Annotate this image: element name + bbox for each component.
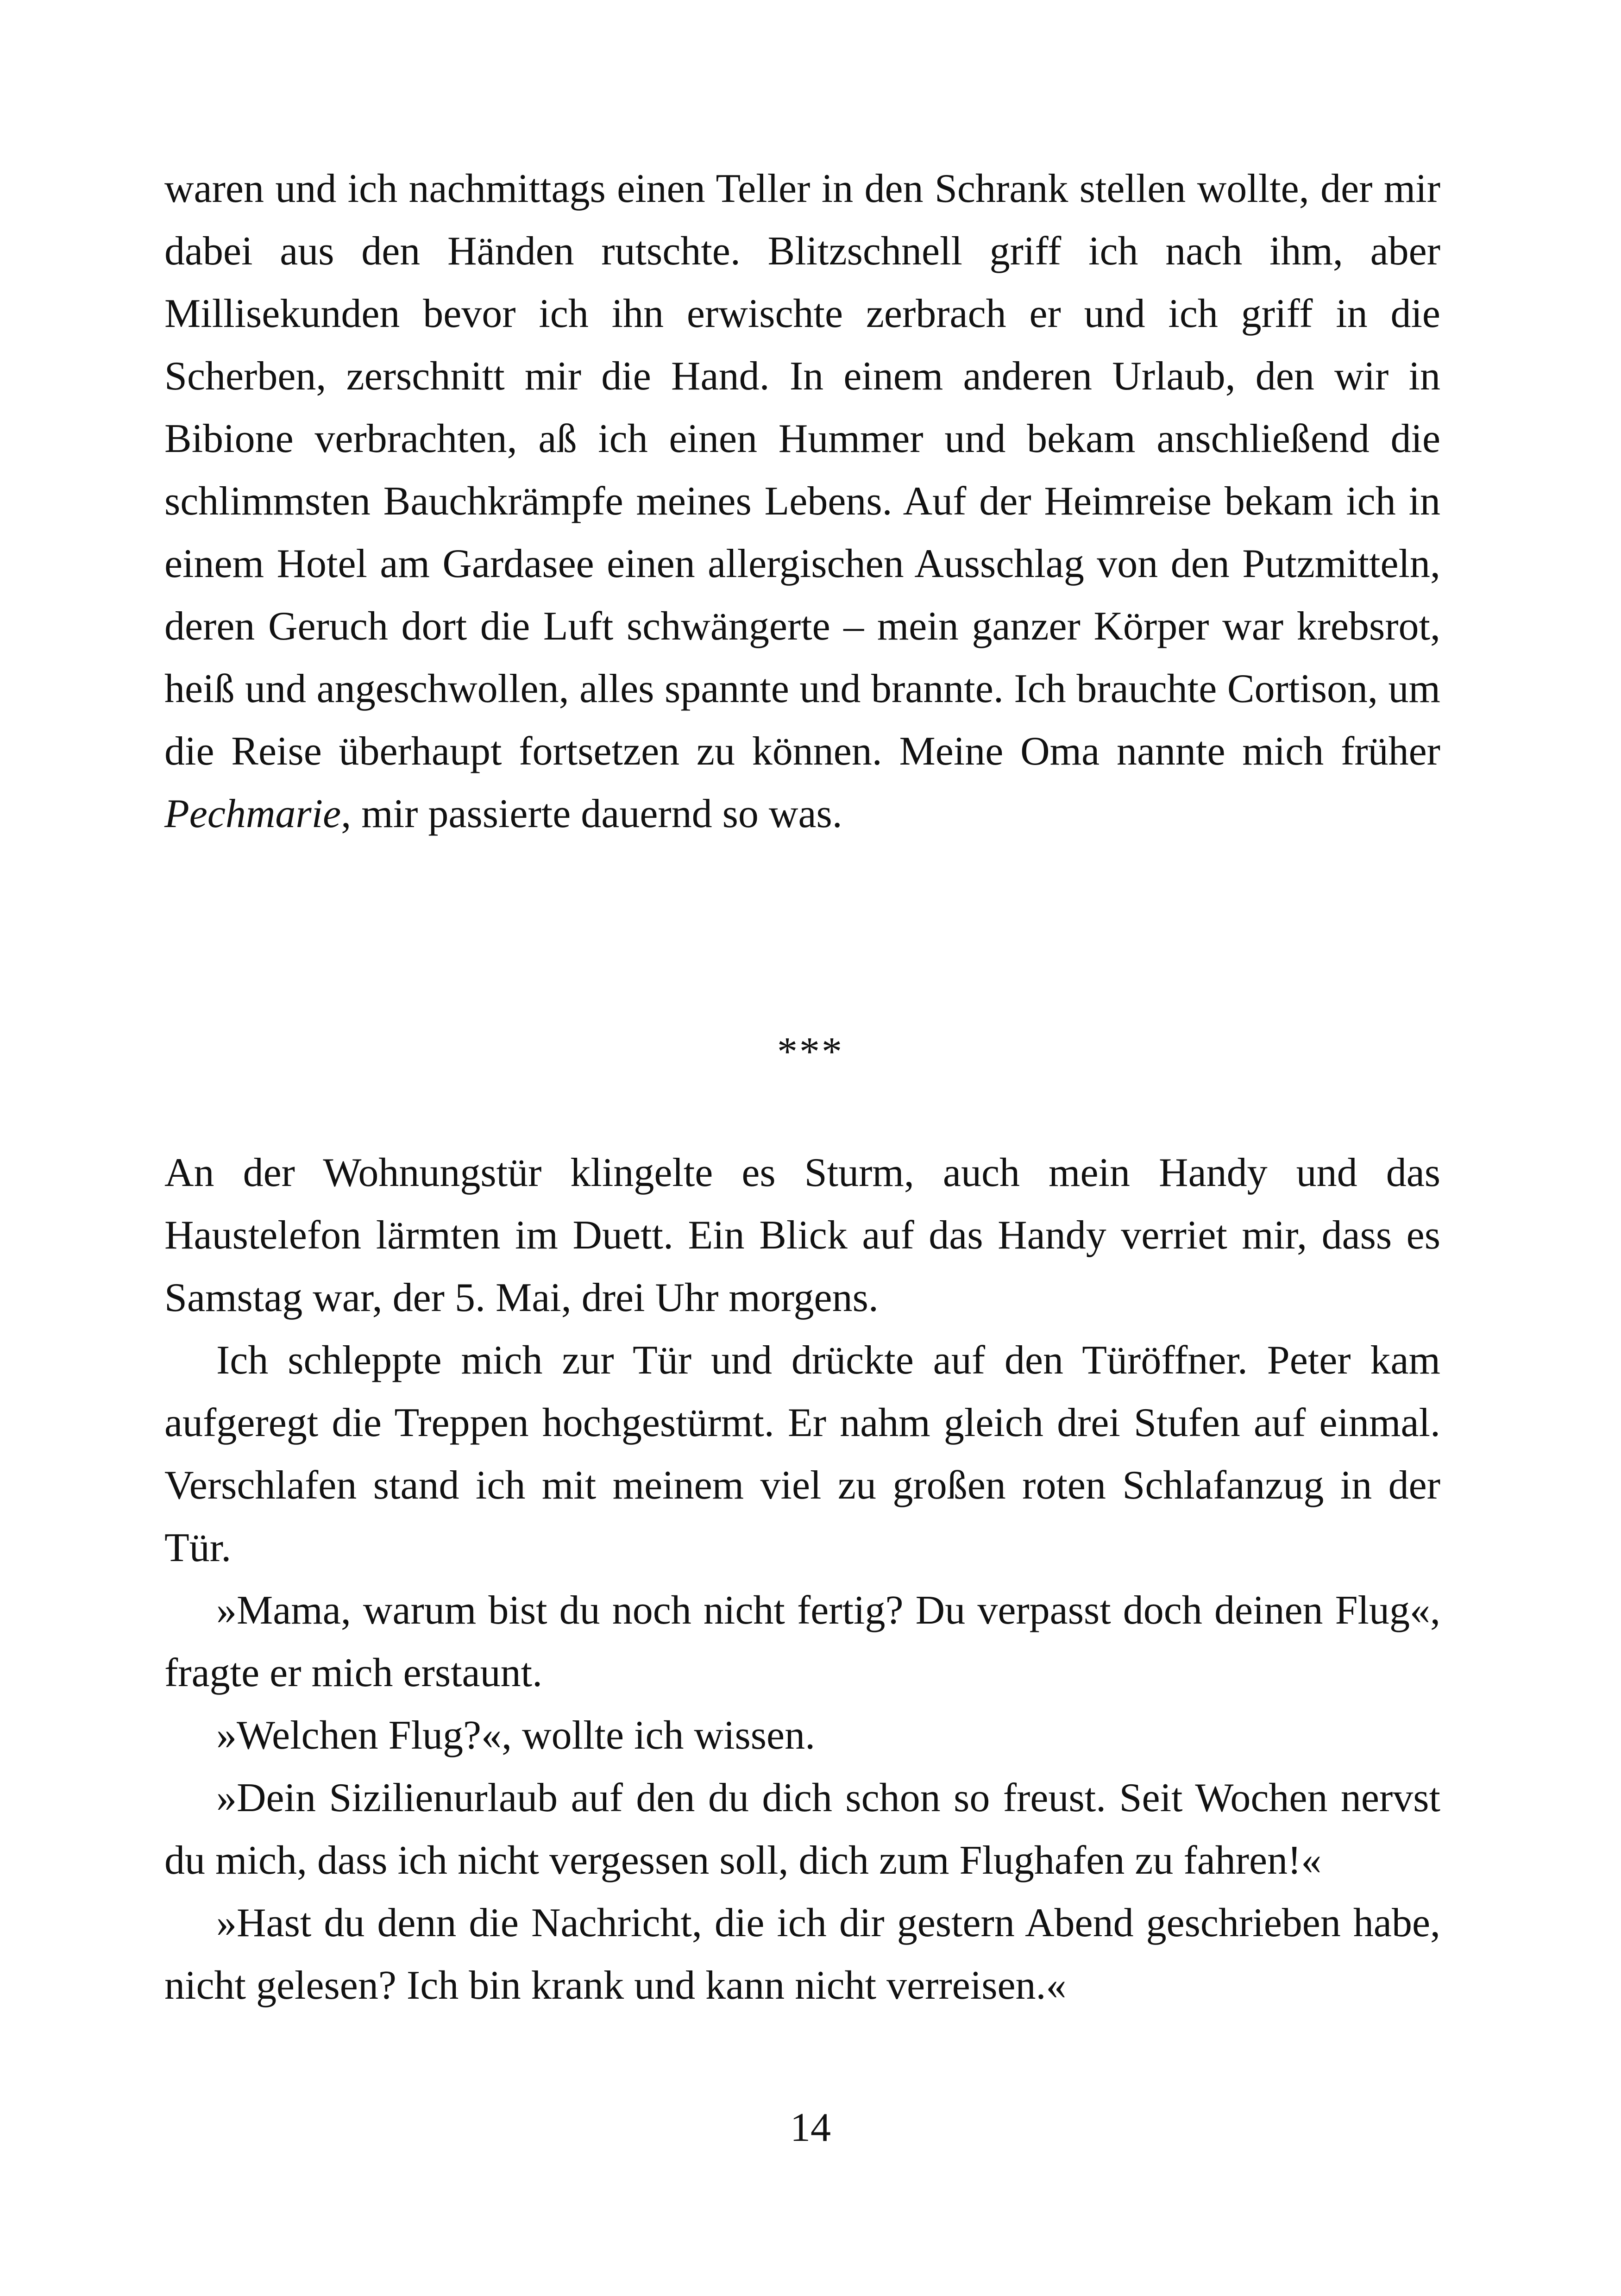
paragraph-text-before-italic: waren und ich nachmittags einen Teller in den Schrank stellen wollte, der mir dabei aus den Händen rutschte. Blitzschnell griff ich nach ihm, aber Millisekunden bevor ich ihn erwischte zerbrach er und ich griff in die Scherben, zerschnitt mir die Hand. In einem anderen Urlaub, den wir in Bibione verbrachten, aß ich einen Hummer und bekam anschließend die schlimmsten Bauchkrämpfe meines Lebens. Auf der Heimreise bekam ich in einem Hotel am Gardasee einen allergischen Ausschlag von den Putzmitteln, deren Geruch dort die Luft schwängerte – mein ganzer Körper war krebsrot, heiß und angeschwollen, alles spannte und brannte. Ich brauchte Cortison, um die Reise überhaupt fortsetzen zu können. Meine Oma nannte mich früher <box>164 166 1440 774</box>
paragraph: »Dein Sizilienurlaub auf den du dich schon so freust. Seit Wochen nervst du mich, dass ich nicht vergessen soll, dich zum Flughafen zu fahren!« <box>164 1775 1440 1883</box>
paragraph: »Hast du denn die Nachricht, die ich dir gestern Abend geschrieben habe, nicht gelesen? Ich bin krank und kann nicht verreisen.« <box>164 1901 1440 2008</box>
italic-word: Pechmarie <box>164 791 341 836</box>
bottom-text-block <box>164 1142 1440 2017</box>
section-separator: *** <box>777 1029 844 1074</box>
page-number: 14 <box>790 2105 831 2150</box>
paragraph-continued <box>164 157 1440 845</box>
top-text-block <box>164 157 1440 845</box>
paragraph: Ich schleppte mich zur Tür und drückte auf den Türöffner. Peter kam aufgeregt die Treppen hochgestürmt. Er nahm gleich drei Stufen auf einmal. Verschlafen stand ich mit meinem viel zu großen roten Schlafanzug in der Tür. <box>164 1338 1440 1570</box>
paragraph: »Welchen Flug?«, wollte ich wissen. <box>216 1713 816 1758</box>
paragraph: An der Wohnungstür klingelte es Sturm, auch mein Handy und das Haustelefon lärmten im Duett. Ein Blick auf das Handy verriet mir, dass es Samstag war, der 5. Mai, drei Uhr morgens. <box>164 1150 1440 1320</box>
paragraph: »Mama, warum bist du noch nicht fertig? Du verpasst doch deinen Flug«, fragte er mich erstaunt. <box>164 1588 1440 1695</box>
paragraph-text-after-italic: , mir passierte dauernd so was. <box>341 791 842 836</box>
